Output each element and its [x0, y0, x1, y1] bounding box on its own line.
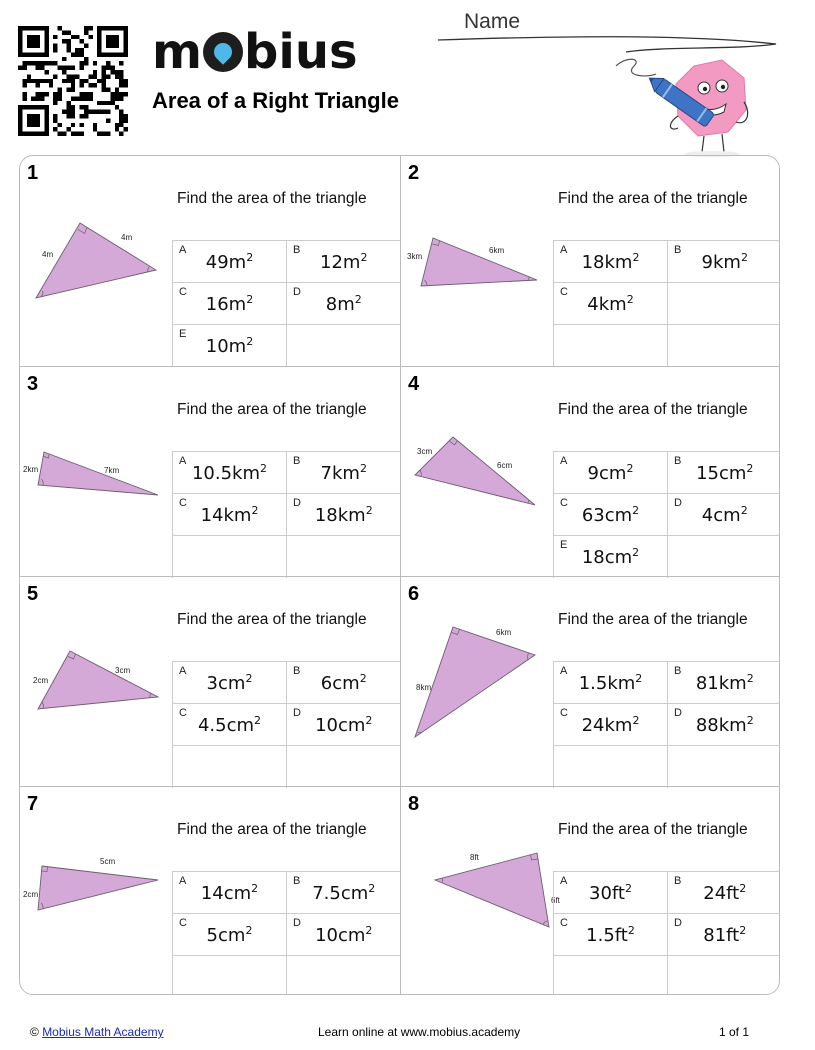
empty-option-cell [668, 746, 781, 788]
answer-option-b[interactable] [668, 452, 781, 494]
copyright-symbol: © [30, 1025, 39, 1039]
option-value: $4km^2$ [587, 292, 634, 315]
answer-option-b[interactable] [668, 662, 781, 704]
option-letter: C [179, 497, 187, 509]
option-letter: D [293, 707, 301, 719]
option-letter: A [179, 875, 187, 887]
triangle-diagram [401, 206, 556, 331]
answer-option-a[interactable] [173, 872, 287, 914]
question-prompt: Find the area of the triangle [177, 821, 367, 838]
option-letter: A [560, 665, 568, 677]
page-title: Area of a Right Triangle [152, 88, 399, 113]
option-value: $9km^2$ [701, 250, 748, 273]
option-letter: E [560, 539, 568, 551]
answer-option-d[interactable] [668, 914, 781, 956]
option-letter: A [560, 244, 568, 256]
side-label: 2km [23, 465, 39, 474]
empty-option-cell [668, 325, 781, 367]
triangle-diagram [401, 627, 556, 752]
name-label: Name [464, 10, 521, 33]
answer-option-b[interactable] [287, 662, 401, 704]
option-letter: B [674, 455, 682, 467]
answer-option-a[interactable] [173, 662, 287, 704]
option-value: $5cm^2$ [206, 923, 253, 946]
triangle-diagram [20, 206, 175, 331]
empty-option-cell [668, 283, 781, 325]
question-prompt: Find the area of the triangle [558, 611, 748, 628]
option-letter: D [674, 917, 682, 929]
option-letter: D [674, 497, 682, 509]
logo-drop-icon [203, 32, 243, 72]
answer-option-a[interactable] [554, 662, 668, 704]
option-letter: B [674, 875, 682, 887]
question-number: 8 [408, 793, 420, 815]
option-value: $7.5cm^2$ [312, 881, 376, 904]
triangle-diagram [20, 837, 175, 962]
answer-options [172, 871, 401, 995]
answer-option-e[interactable] [554, 536, 668, 578]
triangle-diagram [20, 627, 175, 752]
option-letter: A [179, 665, 187, 677]
option-value: $18km^2$ [581, 250, 640, 273]
side-label: 6ft [551, 896, 560, 905]
option-value: $6cm^2$ [320, 671, 367, 694]
answer-option-d[interactable] [287, 704, 401, 746]
answer-option-c[interactable] [554, 494, 668, 536]
answer-options [553, 451, 780, 578]
side-label: 6km [496, 628, 512, 637]
answer-option-d[interactable] [668, 704, 781, 746]
answer-options [553, 661, 780, 788]
triangle-diagram [20, 417, 175, 542]
question-prompt: Find the area of the triangle [558, 190, 748, 207]
side-label: 6cm [497, 461, 513, 470]
question-card-3 [20, 366, 400, 576]
option-letter: B [674, 665, 682, 677]
option-value: $10cm^2$ [315, 923, 373, 946]
logo-text-bius: bius [244, 24, 358, 80]
answer-option-a[interactable] [554, 241, 668, 283]
footer-copyright [30, 1025, 164, 1039]
answer-option-b[interactable] [287, 872, 401, 914]
option-letter: E [179, 328, 187, 340]
option-value: $15cm^2$ [696, 461, 754, 484]
empty-option-cell [287, 746, 401, 788]
option-letter: C [179, 707, 187, 719]
option-value: $24km^2$ [581, 713, 640, 736]
option-value: $88km^2$ [695, 713, 754, 736]
footer-page-number: 1 of 1 [719, 1025, 750, 1039]
option-value: $3cm^2$ [206, 671, 253, 694]
option-value: $4.5cm^2$ [197, 713, 262, 736]
option-value: $9cm^2$ [587, 461, 634, 484]
option-value: $63cm^2$ [581, 503, 640, 526]
side-label: 4m [121, 233, 133, 242]
question-prompt: Find the area of the triangle [177, 401, 367, 418]
option-value: $1.5km^2$ [578, 671, 643, 694]
option-letter: B [293, 875, 301, 887]
option-letter: B [293, 244, 301, 256]
side-label: 2cm [23, 890, 39, 899]
question-card-8 [400, 786, 780, 995]
question-prompt: Find the area of the triangle [177, 611, 367, 628]
answer-option-c[interactable] [173, 704, 287, 746]
answer-option-e[interactable] [173, 325, 287, 367]
answer-option-a[interactable] [173, 452, 287, 494]
option-value: $24ft^2$ [703, 881, 747, 904]
side-label: 3km [407, 252, 423, 261]
option-letter: B [293, 455, 301, 467]
empty-option-cell [173, 536, 287, 578]
empty-option-cell [287, 325, 401, 367]
option-letter: D [293, 497, 301, 509]
empty-option-cell [554, 956, 668, 996]
answer-options [553, 871, 780, 995]
option-value: $30ft^2$ [589, 881, 632, 904]
answer-option-d[interactable] [287, 914, 401, 956]
answer-option-a[interactable] [554, 872, 668, 914]
answer-option-a[interactable] [173, 241, 287, 283]
question-number: 6 [408, 583, 420, 605]
option-letter: C [560, 707, 568, 719]
option-letter: D [674, 707, 682, 719]
answer-option-d[interactable] [287, 283, 401, 325]
question-card-1 [20, 156, 400, 366]
empty-option-cell [668, 956, 781, 996]
option-value: $12m^2$ [320, 250, 368, 273]
question-number: 3 [27, 373, 39, 395]
empty-option-cell [287, 536, 401, 578]
side-label: 4m [42, 250, 54, 259]
option-letter: D [293, 286, 301, 298]
empty-option-cell [554, 746, 668, 788]
qr-code-icon [18, 26, 128, 136]
side-label: 6km [489, 246, 505, 255]
option-letter: C [179, 286, 187, 298]
side-label: 7km [104, 466, 120, 475]
option-value: $10m^2$ [205, 334, 254, 357]
question-card-5 [20, 576, 400, 786]
footer-learn-online: Learn online at www.mobius.academy [318, 1025, 521, 1039]
question-card-4 [400, 366, 780, 576]
question-number: 7 [27, 793, 39, 815]
option-letter: B [293, 665, 301, 677]
triangle-diagram [401, 417, 556, 542]
option-value: $14cm^2$ [200, 881, 259, 904]
side-label: 5cm [100, 857, 116, 866]
option-value: $49m^2$ [205, 250, 254, 273]
copyright-link[interactable]: Mobius Math Academy [42, 1025, 164, 1039]
option-value: $4cm^2$ [701, 503, 748, 526]
question-card-6 [400, 576, 780, 786]
option-letter: C [560, 497, 568, 509]
side-label: 3cm [115, 666, 131, 675]
triangle-diagram [401, 837, 560, 962]
option-value: $7km^2$ [320, 461, 367, 484]
question-card-2 [400, 156, 780, 366]
option-letter: A [560, 875, 568, 887]
option-letter: A [179, 244, 187, 256]
option-letter: A [179, 455, 187, 467]
option-value: $14km^2$ [200, 503, 259, 526]
answer-option-c[interactable] [173, 494, 287, 536]
answer-option-b[interactable] [668, 872, 781, 914]
answer-option-c[interactable] [554, 283, 668, 325]
question-number: 4 [408, 373, 420, 395]
question-number: 1 [27, 162, 39, 184]
option-value: $18cm^2$ [581, 545, 640, 568]
answer-option-a[interactable] [554, 452, 668, 494]
option-letter: B [674, 244, 682, 256]
answer-option-d[interactable] [668, 494, 781, 536]
option-letter: D [293, 917, 301, 929]
question-number: 2 [408, 162, 420, 184]
question-prompt: Find the area of the triangle [558, 401, 748, 418]
empty-option-cell [173, 956, 287, 996]
answer-option-b[interactable] [668, 241, 781, 283]
answer-options [172, 451, 401, 578]
option-value: $1.5ft^2$ [586, 923, 635, 946]
option-letter: A [560, 455, 568, 467]
option-value: $16m^2$ [205, 292, 254, 315]
side-label: 2cm [33, 676, 49, 685]
answer-options [553, 240, 780, 367]
empty-option-cell [173, 746, 287, 788]
side-label: 3cm [417, 447, 433, 456]
answer-option-c[interactable] [173, 283, 287, 325]
question-prompt: Find the area of the triangle [558, 821, 748, 838]
answer-option-d[interactable] [287, 494, 401, 536]
option-value: $8m^2$ [325, 292, 362, 315]
option-value: $81km^2$ [695, 671, 754, 694]
answer-options [172, 240, 401, 367]
option-letter: C [179, 917, 187, 929]
empty-option-cell [668, 536, 781, 578]
answer-option-c[interactable] [173, 914, 287, 956]
question-number: 5 [27, 583, 39, 605]
empty-option-cell [554, 325, 668, 367]
option-letter: C [560, 917, 568, 929]
answer-option-b[interactable] [287, 241, 401, 283]
mobius-logo [152, 24, 358, 80]
question-prompt: Find the area of the triangle [177, 190, 367, 207]
option-value: $10.5km^2$ [191, 461, 268, 484]
answer-option-b[interactable] [287, 452, 401, 494]
side-label: 8ft [470, 853, 479, 862]
option-value: $10cm^2$ [315, 713, 373, 736]
mascot-crayon-icon [612, 52, 752, 160]
empty-option-cell [287, 956, 401, 996]
answer-option-c[interactable] [554, 914, 668, 956]
side-label: 8km [416, 683, 432, 692]
question-grid [19, 155, 780, 995]
option-value: $18km^2$ [314, 503, 373, 526]
logo-text-m: m [152, 24, 203, 80]
answer-option-c[interactable] [554, 704, 668, 746]
option-value: $81ft^2$ [703, 923, 747, 946]
answer-options [172, 661, 401, 788]
option-letter: C [560, 286, 568, 298]
question-card-7 [20, 786, 400, 995]
